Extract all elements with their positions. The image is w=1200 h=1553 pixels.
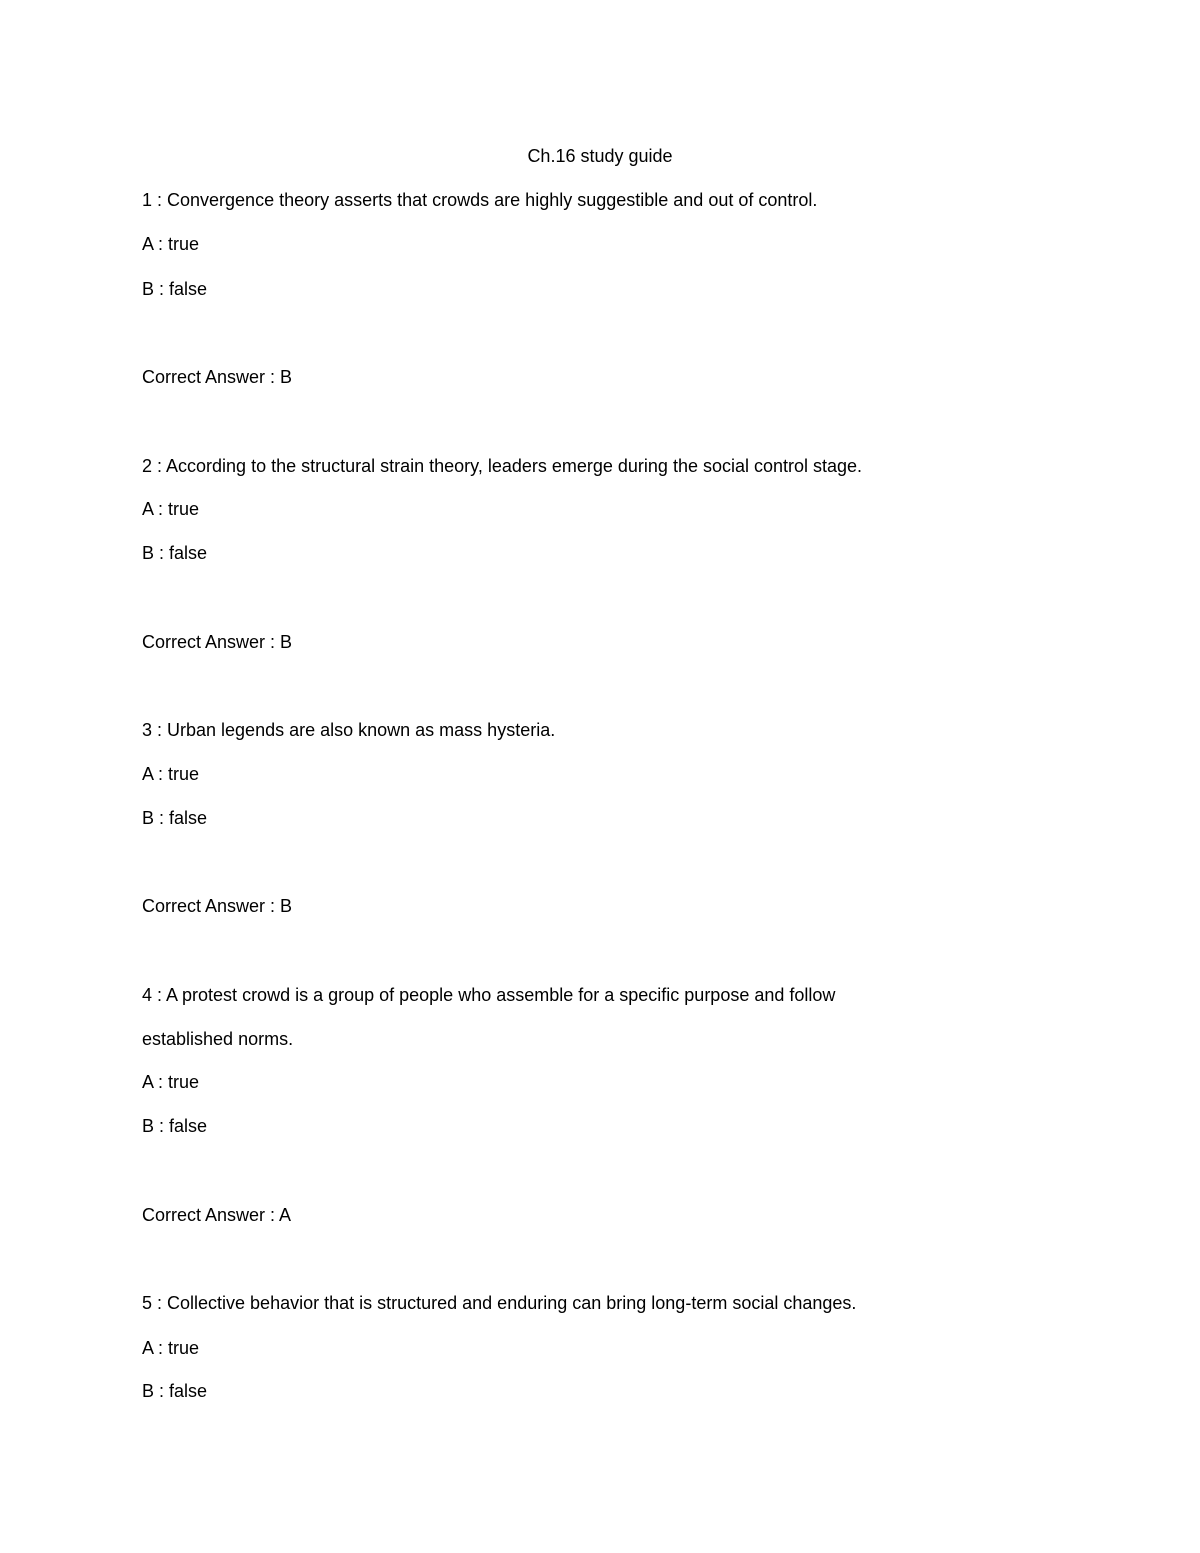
question-4-option-a: A : true <box>142 1072 200 1092</box>
question-4-text-line-2: established norms. <box>142 1029 294 1049</box>
question-1-text: 1 : Convergence theory asserts that crowds are highly suggestible and out of control. <box>142 190 818 210</box>
question-4-option-b: B : false <box>142 1116 208 1136</box>
question-5-option-b: B : false <box>142 1381 208 1401</box>
document-title: Ch.16 study guide <box>527 146 673 166</box>
question-2-answer: Correct Answer : B <box>142 632 293 652</box>
question-1-answer: Correct Answer : B <box>142 367 293 387</box>
question-4-text-line-1: 4 : A protest crowd is a group of people who assemble for a specific purpose and follow <box>142 985 836 1005</box>
question-3-option-b: B : false <box>142 808 208 828</box>
question-1-option-b: B : false <box>142 279 208 299</box>
question-2-option-b: B : false <box>142 543 208 563</box>
question-2-option-a: A : true <box>142 499 200 519</box>
question-3-answer: Correct Answer : B <box>142 896 293 916</box>
question-5-option-a: A : true <box>142 1338 200 1358</box>
question-2-text: 2 : According to the structural strain theory, leaders emerge during the social control stage. <box>142 456 863 476</box>
question-4-answer: Correct Answer : A <box>142 1205 292 1225</box>
question-5-text: 5 : Collective behavior that is structured and enduring can bring long-term social changes. <box>142 1293 857 1313</box>
question-1-option-a: A : true <box>142 234 200 254</box>
question-3-option-a: A : true <box>142 764 200 784</box>
question-3-text: 3 : Urban legends are also known as mass hysteria. <box>142 720 556 740</box>
